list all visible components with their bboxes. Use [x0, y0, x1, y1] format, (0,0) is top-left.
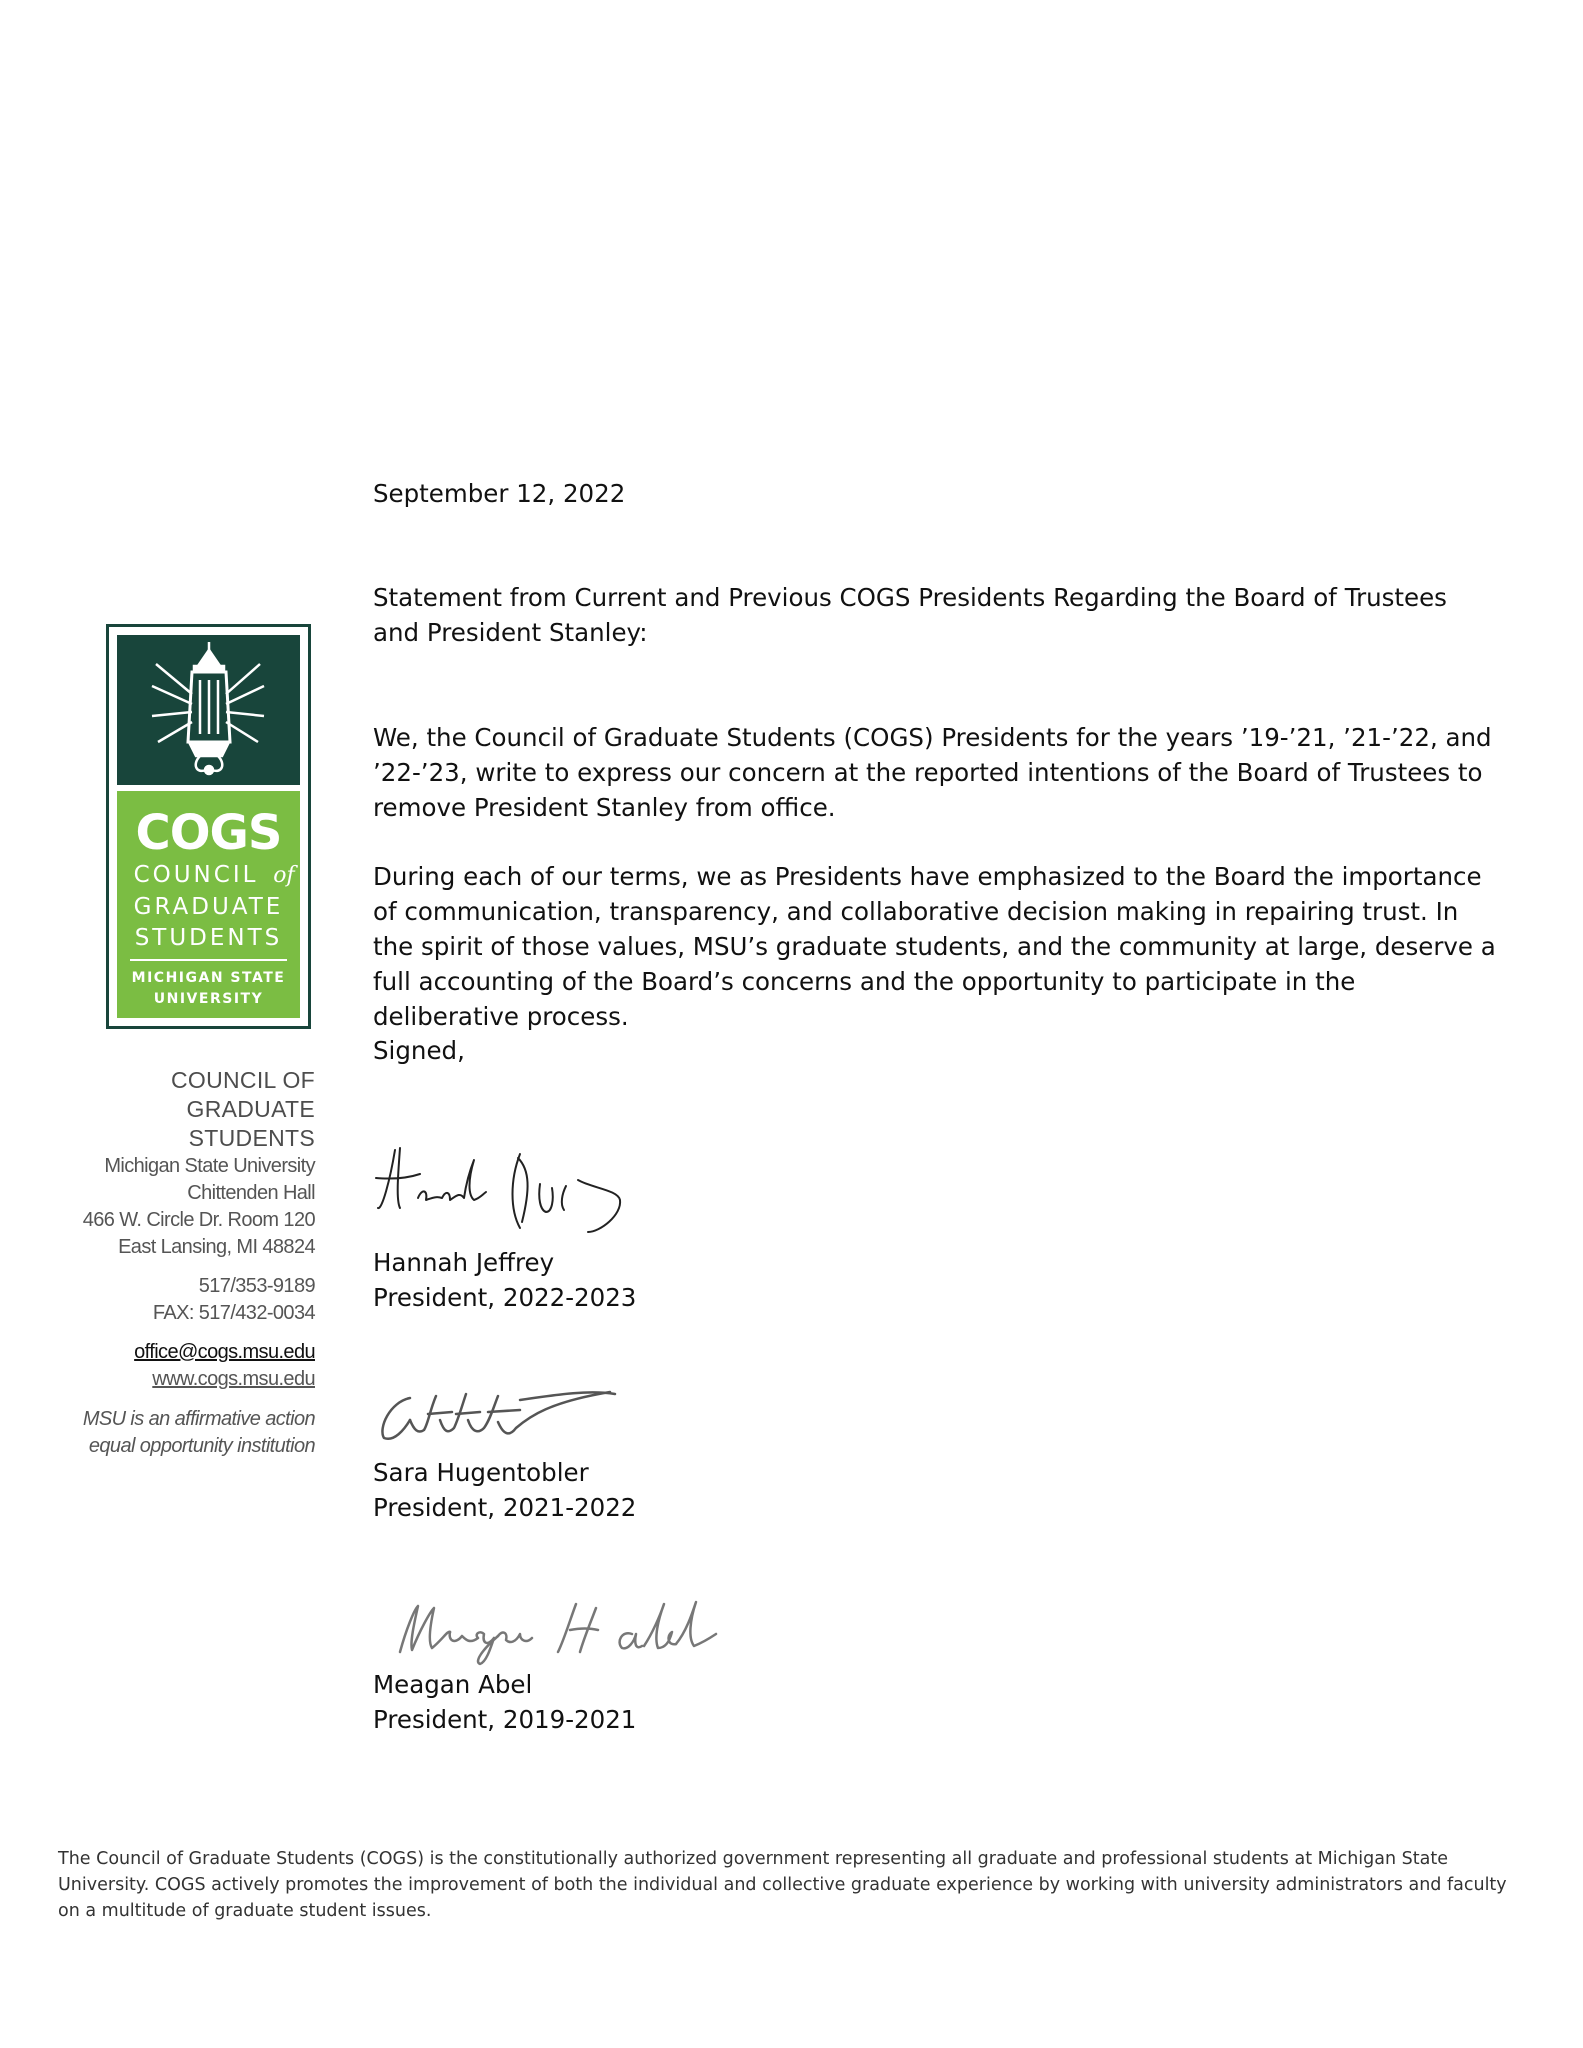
letter-paragraph: During each of our terms, we as Presidents have emphasized to the Board the importance of communication, transparency, and collaborative decision making in repairing trust. In the spirit of those values, MSU’s graduate students, and the community at large, deserve a full accounting of the Board’s concerns and the opportunity to participate in the deliberative process.	[373, 862, 1496, 1031]
org-name: STUDENTS	[188, 1125, 315, 1151]
logo-line-students: STUDENTS	[134, 925, 283, 951]
signer-title: President, 2022-2023	[373, 1283, 637, 1312]
signer-name: Meagan Abel	[373, 1670, 533, 1699]
signature-hannah-jeffrey	[370, 1140, 640, 1240]
signer-title: President, 2021-2022	[373, 1493, 637, 1522]
footer-text: The Council of Graduate Students (COGS) is the constitutionally authorized government representing all graduate and professional students at Michigan State University. COGS actively promotes the improvement of both the individual and collective graduate experience by working with university administrators and faculty on a multitude of graduate student issues.	[58, 1849, 1507, 1921]
signature-sara-hugentobler	[370, 1380, 630, 1450]
phone: 517/353-9189	[198, 1275, 315, 1297]
fax: FAX: 517/432-0034	[152, 1302, 315, 1324]
logo-univ-line1: MICHIGAN STATE	[131, 970, 286, 986]
logo-line-council: COUNCIL	[133, 862, 259, 888]
letter-paragraph: We, the Council of Graduate Students (COGS) Presidents for the years ’19-’21, ’21-’22, and ’22-’23, write to express our concern at the reported intentions of the Board of Trustees to remove President Stanley from office.	[373, 723, 1492, 822]
logo-line-of: of	[273, 863, 295, 888]
email-link[interactable]: office@cogs.msu.edu	[134, 1341, 315, 1363]
letter-subject: Statement from Current and Previous COGS Presidents Regarding the Board of Trustees and President Stanley:	[373, 583, 1447, 647]
logo-line-graduate: GRADUATE	[133, 894, 284, 920]
org-name: COUNCIL OF GRADUATE	[171, 1067, 315, 1122]
address-line: Michigan State University	[104, 1155, 315, 1177]
address-line: Chittenden Hall	[187, 1182, 315, 1204]
logo-wordmark: COGS	[135, 805, 282, 861]
eo-statement: MSU is an affirmative action	[82, 1408, 315, 1430]
address-line: East Lansing, MI 48824	[118, 1236, 315, 1258]
letter-date: September 12, 2022	[373, 479, 626, 508]
logo-univ-line2: UNIVERSITY	[153, 991, 264, 1007]
eo-statement: equal opportunity institution	[88, 1435, 315, 1457]
signer-name: Sara Hugentobler	[373, 1458, 589, 1487]
address-line: 466 W. Circle Dr. Room 120	[82, 1209, 315, 1231]
cogs-logo	[106, 624, 311, 1029]
signer-title: President, 2019-2021	[373, 1705, 637, 1734]
signer-name: Hannah Jeffrey	[373, 1248, 555, 1277]
sidebar-contact	[40, 1066, 315, 1460]
letter-closing: Signed,	[373, 1036, 465, 1065]
website-link[interactable]: www.cogs.msu.edu	[152, 1368, 315, 1390]
signature-meagan-abel	[370, 1590, 760, 1670]
